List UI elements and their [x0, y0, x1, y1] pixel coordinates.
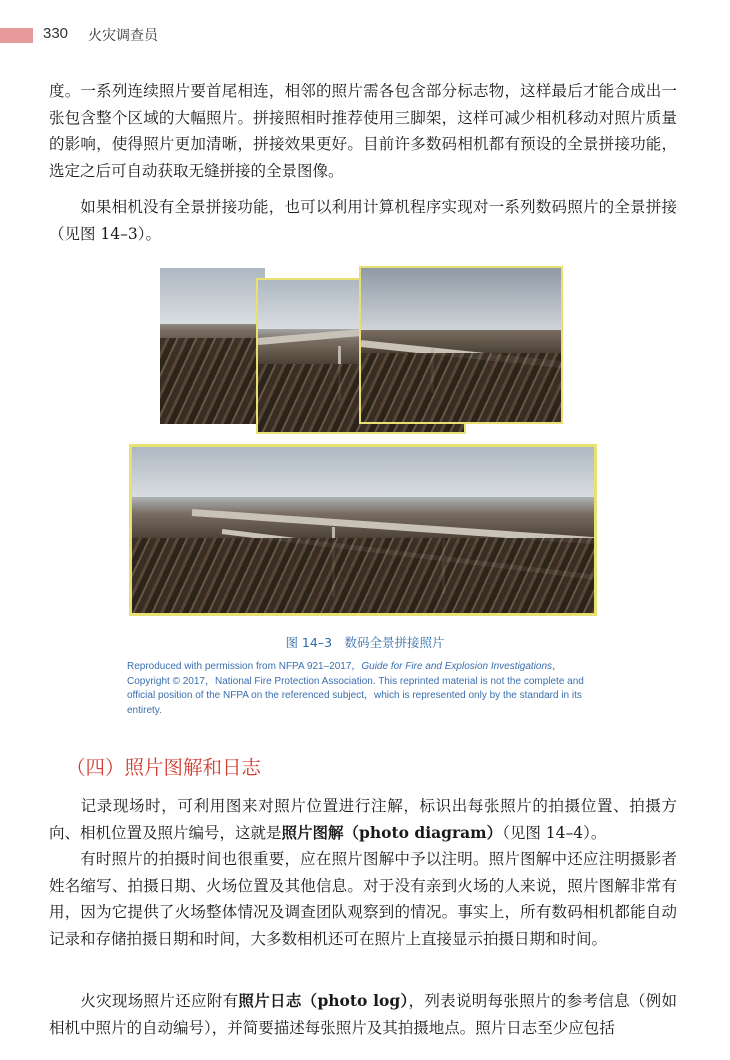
- figure-caption: 图 14–3 数码全景拼接照片: [285, 635, 445, 650]
- panorama-photo-stitched: [129, 444, 597, 616]
- running-title: 火灾调查员: [88, 28, 158, 44]
- paragraph-2: 如果相机没有全景拼接功能，也可以利用计算机程序实现对一系列数码照片的全景拼接（见图 14–3）。: [49, 198, 677, 243]
- header-accent-bar: [0, 28, 33, 43]
- panorama-photo-left: [160, 268, 265, 424]
- figure-credit: Reproduced with permission from NFPA 921–2017，Guide for Fire and Explosion Investigations，Copyright © 2017，National Fire Protection Association. This reprinted material is not the complete and official position of the NFPA on the referenced subject，which is represented only by the standard in its entirety.: [127, 661, 584, 716]
- paragraph-4: 有时照片的拍摄时间也很重要，应在照片图解中予以注明。照片图解中还应注明摄影者姓名缩写、拍摄日期、火场位置及其他信息。对于没有亲到火场的人来说，照片图解非常有用，因为它提供了火场整体情况及调查团队观察到的情况。事实上，所有数码相机都能自动记录和存储拍摄日期和时间，大多数相机还可在照片上直接显示拍摄日期和时间。: [49, 850, 677, 948]
- panorama-photo-right: [359, 266, 563, 424]
- paragraph-1: 度。一系列连续照片要首尾相连，相邻的照片需各包含部分标志物，这样最后才能合成出一张包含整个区域的大幅照片。拼接照相时推荐使用三脚架，这样可减少相机移动对照片质量的影响，使得照片更加清晰，拼接效果更好。目前许多数码相机都有预设的全景拼接功能，选定之后可自动获取无缝拼接的全景图像。: [49, 82, 677, 180]
- paragraph-3: 记录现场时，可利用图来对照片位置进行注解，标识出每张照片的拍摄位置、拍摄方向、相机位置及照片编号，这就是照片图解（photo diagram）（见图 14–4）。: [49, 797, 677, 842]
- paragraph-5: 火灾现场照片还应附有照片日志（photo log），列表说明每张照片的参考信息（例如相机中照片的自动编号），并简要描述每张照片及其拍摄地点。照片日志至少应包括: [49, 991, 677, 1037]
- page-number: 330: [43, 25, 69, 42]
- section-heading: （四）照片图解和日志: [66, 756, 262, 779]
